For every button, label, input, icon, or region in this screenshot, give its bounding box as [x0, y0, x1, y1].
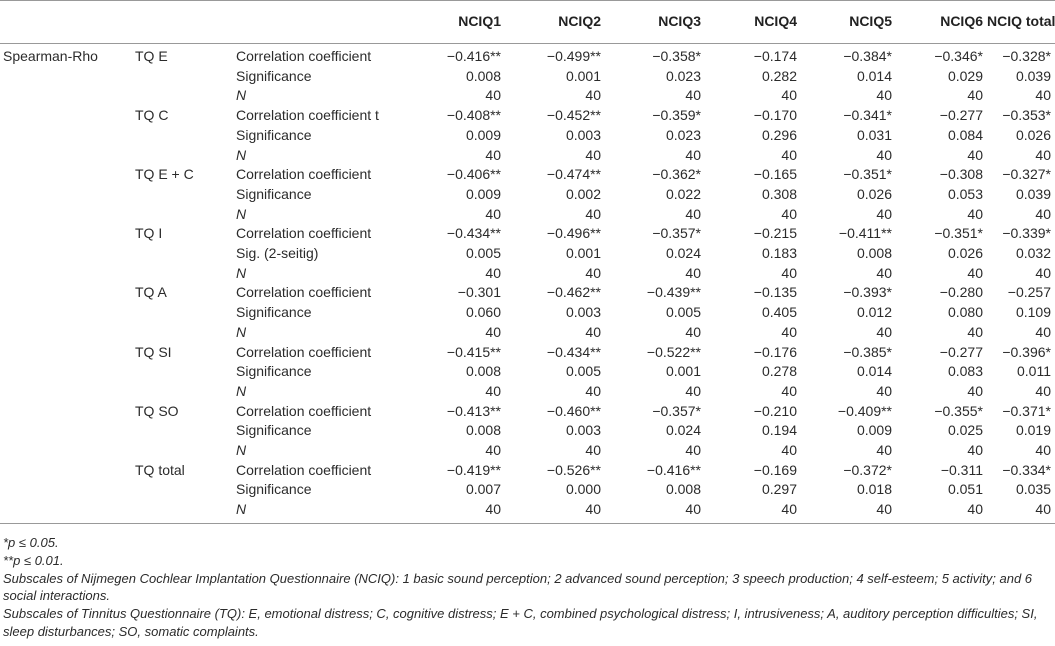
subscale-cell: [135, 185, 236, 205]
subscale-cell: TQ C: [135, 107, 169, 124]
statistic-cell: Correlation coefficient: [236, 402, 372, 419]
statistic-cell: N: [236, 323, 247, 340]
value-cell: −0.434**: [446, 225, 501, 242]
value-cell: 0.009: [465, 185, 501, 202]
value-cell: −0.327*: [1002, 166, 1051, 183]
value-cell: 40: [876, 87, 892, 104]
header-cell: NCIQ4: [705, 1, 801, 44]
table-row: [0, 382, 1055, 402]
value-cell: −0.413**: [446, 402, 501, 419]
subscale-cell: [135, 86, 236, 106]
value-cell: −0.339*: [1002, 225, 1051, 242]
value-cell: 0.005: [665, 304, 701, 321]
value-cell: 40: [781, 264, 797, 281]
value-cell: 0.008: [856, 245, 892, 262]
value-cell: −0.301: [457, 284, 501, 301]
statistic-cell: N: [236, 146, 247, 163]
value-cell: 40: [876, 323, 892, 340]
value-cell: 0.282: [761, 67, 797, 84]
value-cell: 40: [485, 205, 501, 222]
statistic-cell: Significance: [236, 363, 312, 380]
subscale-cell: TQ E: [135, 48, 168, 64]
table-row: [0, 264, 1055, 284]
table-row: [0, 224, 1055, 244]
subscale-cell: TQ total: [135, 461, 185, 478]
value-cell: 0.009: [465, 126, 501, 143]
header-cell: NCIQ6: [896, 1, 987, 44]
value-cell: 0.060: [465, 304, 501, 321]
value-cell: 0.035: [1015, 481, 1051, 498]
value-cell: −0.460**: [546, 402, 601, 419]
value-cell: 40: [781, 146, 797, 163]
value-cell: −0.135: [753, 284, 797, 301]
value-cell: 40: [505, 500, 605, 523]
subscale-cell: [135, 323, 236, 343]
value-cell: 0.031: [856, 126, 892, 143]
value-cell: 0.080: [947, 304, 983, 321]
value-cell: −0.416**: [446, 48, 501, 64]
value-cell: −0.357*: [652, 225, 701, 242]
footnote: Subscales of Tinnitus Questionnaire (TQ): E, emotional distress; C, cognitive distress; E + C, combined psychological distress; I, intrusiveness; A, auditory perception difficulties; SI, sleep disturbances; SO, somatic complaints.: [3, 606, 1038, 639]
subscale-cell: [135, 126, 236, 146]
value-cell: 40: [967, 205, 983, 222]
value-cell: 0.026: [947, 245, 983, 262]
header-blank-statistic: [236, 1, 420, 44]
value-cell: −0.165: [753, 166, 797, 183]
table-row: [0, 461, 1055, 481]
value-cell: 0.083: [947, 363, 983, 380]
value-cell: 0.297: [761, 481, 797, 498]
value-cell: −0.308: [939, 166, 983, 183]
subscale-cell: TQ SO: [135, 402, 179, 419]
method-cell: [0, 224, 135, 244]
value-cell: −0.358*: [652, 48, 701, 64]
statistic-cell: Significance: [236, 422, 312, 439]
value-cell: 40: [967, 87, 983, 104]
value-cell: −0.384*: [843, 48, 892, 64]
value-cell: 0.014: [856, 363, 892, 380]
method-cell: [0, 500, 135, 523]
value-cell: −0.355*: [934, 402, 983, 419]
value-cell: 40: [967, 442, 983, 459]
value-cell: 40: [967, 146, 983, 163]
table-row: [0, 441, 1055, 461]
value-cell: 40: [420, 500, 505, 523]
value-cell: 40: [585, 264, 601, 281]
table-row: [0, 106, 1055, 126]
value-cell: 0.194: [761, 422, 797, 439]
value-cell: 0.026: [1015, 126, 1051, 143]
statistic-cell: Correlation coefficient: [236, 343, 372, 360]
method-cell: [0, 480, 135, 500]
value-cell: 40: [685, 205, 701, 222]
value-cell: −0.408**: [446, 107, 501, 124]
value-cell: 0.024: [665, 245, 701, 262]
table-row: [0, 500, 1055, 523]
subscale-cell: [135, 146, 236, 166]
value-cell: −0.174: [753, 48, 797, 64]
statistic-cell: N: [236, 442, 247, 459]
value-cell: −0.176: [753, 343, 797, 360]
value-cell: −0.393*: [843, 284, 892, 301]
header-blank-method: [0, 1, 135, 44]
method-cell: [0, 343, 135, 363]
value-cell: 0.025: [947, 422, 983, 439]
subscale-cell: [135, 382, 236, 402]
value-cell: 40: [876, 382, 892, 399]
value-cell: −0.210: [753, 402, 797, 419]
value-cell: 0.005: [565, 363, 601, 380]
value-cell: 0.023: [665, 67, 701, 84]
table-row: [0, 421, 1055, 441]
subscale-cell: [135, 441, 236, 461]
value-cell: 40: [585, 146, 601, 163]
footnote: *p ≤ 0.05.: [3, 535, 59, 550]
method-cell: [0, 303, 135, 323]
subscale-cell: [135, 244, 236, 264]
value-cell: −0.277: [939, 107, 983, 124]
table-row: [0, 67, 1055, 87]
method-cell: [0, 205, 135, 225]
table-body: [0, 44, 1055, 524]
table-row: [0, 165, 1055, 185]
value-cell: 40: [485, 323, 501, 340]
method-cell: [0, 146, 135, 166]
value-cell: 0.012: [856, 304, 892, 321]
method-cell: [0, 362, 135, 382]
value-cell: 40: [585, 323, 601, 340]
value-cell: 0.009: [856, 422, 892, 439]
table-footnotes: [3, 534, 1051, 641]
value-cell: 40: [685, 382, 701, 399]
value-cell: 0.405: [761, 304, 797, 321]
value-cell: 40: [1035, 382, 1051, 399]
value-cell: −0.416**: [646, 461, 701, 478]
statistic-cell: N: [236, 264, 247, 281]
method-cell: [0, 106, 135, 126]
method-cell: [0, 244, 135, 264]
value-cell: 40: [485, 442, 501, 459]
statistic-cell: Correlation coefficient: [236, 48, 372, 64]
method-cell: [0, 165, 135, 185]
value-cell: −0.357*: [652, 402, 701, 419]
subscale-cell: TQ SI: [135, 343, 172, 360]
value-cell: 0.026: [856, 185, 892, 202]
value-cell: 40: [967, 382, 983, 399]
value-cell: 40: [781, 205, 797, 222]
value-cell: 40: [685, 87, 701, 104]
statistic-cell: N: [236, 500, 420, 523]
statistic-cell: Significance: [236, 481, 312, 498]
value-cell: −0.353*: [1002, 107, 1051, 124]
method-cell: [0, 86, 135, 106]
statistic-cell: N: [236, 87, 247, 104]
method-cell: Spearman-Rho: [3, 48, 98, 64]
value-cell: 0.014: [856, 67, 892, 84]
value-cell: 40: [1035, 264, 1051, 281]
value-cell: 0.001: [565, 245, 601, 262]
value-cell: −0.351*: [934, 225, 983, 242]
method-cell: [0, 67, 135, 87]
value-cell: −0.359*: [652, 107, 701, 124]
value-cell: 0.051: [947, 481, 983, 498]
header-cell: NCIQ total: [987, 1, 1055, 44]
value-cell: 0.008: [665, 481, 701, 498]
value-cell: 40: [485, 146, 501, 163]
value-cell: 40: [1035, 87, 1051, 104]
header-cell: NCIQ2: [505, 1, 605, 44]
table-row: [0, 44, 1055, 67]
value-cell: 0.008: [465, 422, 501, 439]
header-cell: NCIQ3: [605, 1, 705, 44]
value-cell: 40: [685, 146, 701, 163]
value-cell: 40: [485, 382, 501, 399]
subscale-cell: [135, 264, 236, 284]
subscale-cell: [135, 67, 236, 87]
value-cell: −0.409**: [837, 402, 892, 419]
value-cell: −0.351*: [843, 166, 892, 183]
subscale-cell: TQ A: [135, 284, 167, 301]
value-cell: −0.328*: [1002, 48, 1051, 64]
value-cell: 40: [781, 323, 797, 340]
value-cell: −0.396*: [1002, 343, 1051, 360]
value-cell: 40: [585, 205, 601, 222]
method-cell: [0, 461, 135, 481]
subscale-cell: [135, 500, 236, 523]
table-row: [0, 343, 1055, 363]
method-cell: [0, 402, 135, 422]
value-cell: 40: [585, 87, 601, 104]
table-row: [0, 126, 1055, 146]
value-cell: 0.008: [465, 363, 501, 380]
header-cell: NCIQ5: [801, 1, 896, 44]
value-cell: 40: [781, 442, 797, 459]
statistic-cell: N: [236, 205, 247, 222]
value-cell: 0.084: [947, 126, 983, 143]
value-cell: 0.003: [565, 126, 601, 143]
value-cell: 0.003: [565, 422, 601, 439]
method-cell: [0, 126, 135, 146]
value-cell: −0.311: [940, 461, 983, 478]
value-cell: 0.000: [565, 481, 601, 498]
statistic-cell: Significance: [236, 185, 312, 202]
value-cell: −0.215: [753, 225, 797, 242]
method-cell: [0, 283, 135, 303]
statistic-cell: Significance: [236, 126, 312, 143]
statistic-cell: Sig. (2-seitig): [236, 245, 319, 262]
table-row: [0, 362, 1055, 382]
statistic-cell: Correlation coefficient: [236, 461, 372, 478]
table-row: [0, 185, 1055, 205]
value-cell: −0.170: [753, 107, 797, 124]
value-cell: 0.024: [665, 422, 701, 439]
value-cell: 0.029: [947, 67, 983, 84]
value-cell: 0.039: [1015, 185, 1051, 202]
value-cell: 0.011: [1017, 363, 1051, 380]
subscale-cell: [135, 205, 236, 225]
value-cell: −0.411**: [838, 225, 892, 242]
method-cell: [0, 323, 135, 343]
value-cell: −0.277: [939, 343, 983, 360]
value-cell: 0.001: [665, 363, 701, 380]
subscale-cell: TQ E + C: [135, 166, 194, 183]
method-cell: [0, 185, 135, 205]
subscale-cell: [135, 362, 236, 382]
value-cell: 0.308: [761, 185, 797, 202]
value-cell: 0.022: [665, 185, 701, 202]
value-cell: −0.362*: [652, 166, 701, 183]
value-cell: 40: [876, 146, 892, 163]
method-cell: [0, 264, 135, 284]
value-cell: 40: [1035, 146, 1051, 163]
value-cell: −0.526**: [546, 461, 601, 478]
table-row: [0, 244, 1055, 264]
value-cell: 40: [876, 205, 892, 222]
value-cell: 0.001: [565, 67, 601, 84]
value-cell: −0.496**: [546, 225, 601, 242]
value-cell: −0.419**: [446, 461, 501, 478]
value-cell: −0.372*: [843, 461, 892, 478]
value-cell: 40: [987, 500, 1055, 523]
value-cell: −0.439**: [646, 284, 701, 301]
value-cell: −0.334*: [1002, 461, 1051, 478]
value-cell: 40: [781, 87, 797, 104]
table-row: [0, 146, 1055, 166]
value-cell: 40: [685, 264, 701, 281]
value-cell: 40: [876, 264, 892, 281]
statistic-cell: Significance: [236, 67, 312, 84]
table-row: [0, 402, 1055, 422]
value-cell: 0.109: [1015, 304, 1051, 321]
value-cell: 0.008: [465, 67, 501, 84]
value-cell: −0.385*: [843, 343, 892, 360]
value-cell: −0.415**: [446, 343, 501, 360]
statistic-cell: Correlation coefficient: [236, 225, 372, 242]
value-cell: 0.002: [565, 185, 601, 202]
value-cell: 40: [705, 500, 801, 523]
value-cell: 0.019: [1015, 422, 1051, 439]
value-cell: 0.003: [565, 304, 601, 321]
value-cell: 40: [1035, 205, 1051, 222]
value-cell: 0.007: [465, 481, 501, 498]
table-row: [0, 480, 1055, 500]
value-cell: −0.257: [1007, 284, 1051, 301]
table-header: [0, 1, 1055, 44]
table-row: [0, 303, 1055, 323]
value-cell: 40: [1035, 323, 1051, 340]
header-blank-subscale: [135, 1, 236, 44]
table-row: [0, 205, 1055, 225]
value-cell: 0.018: [856, 481, 892, 498]
value-cell: 0.039: [1015, 67, 1051, 84]
value-cell: 0.296: [761, 126, 797, 143]
value-cell: 40: [485, 264, 501, 281]
value-cell: 0.278: [761, 363, 797, 380]
header-cell: NCIQ1: [420, 1, 505, 44]
value-cell: 40: [685, 323, 701, 340]
table-row: [0, 283, 1055, 303]
value-cell: −0.499**: [546, 48, 601, 64]
value-cell: 40: [685, 442, 701, 459]
method-cell: [0, 441, 135, 461]
footnote: Subscales of Nijmegen Cochlear Implantation Questionnaire (NCIQ): 1 basic sound perception; 2 advanced sound perception; 3 speech production; 4 self-esteem; 5 activity; and 6 social interactions.: [3, 570, 1033, 604]
method-cell: [0, 382, 135, 402]
value-cell: 40: [585, 442, 601, 459]
statistic-cell: N: [236, 382, 247, 399]
footnote: **p ≤ 0.01.: [3, 552, 64, 568]
value-cell: −0.280: [939, 284, 983, 301]
value-cell: 40: [876, 442, 892, 459]
value-cell: 40: [781, 382, 797, 399]
table-row: [0, 323, 1055, 343]
value-cell: −0.406**: [446, 166, 501, 183]
statistic-cell: Correlation coefficient t: [236, 107, 379, 124]
method-cell: [0, 421, 135, 441]
table-row: [0, 86, 1055, 106]
value-cell: 0.005: [465, 245, 501, 262]
value-cell: 40: [485, 87, 501, 104]
subscale-cell: [135, 480, 236, 500]
value-cell: −0.522**: [646, 343, 701, 360]
value-cell: 40: [967, 323, 983, 340]
value-cell: −0.434**: [546, 343, 601, 360]
value-cell: 40: [967, 264, 983, 281]
value-cell: 0.183: [761, 245, 797, 262]
value-cell: 40: [896, 500, 987, 523]
subscale-cell: [135, 421, 236, 441]
statistic-cell: Correlation coefficient: [236, 284, 372, 301]
value-cell: −0.169: [753, 461, 797, 478]
value-cell: −0.341*: [843, 107, 892, 124]
value-cell: −0.452**: [546, 107, 601, 124]
subscale-cell: [135, 303, 236, 323]
value-cell: 0.053: [947, 185, 983, 202]
statistic-cell: Correlation coefficient: [236, 166, 372, 183]
statistic-cell: Significance: [236, 304, 312, 321]
value-cell: −0.462**: [546, 284, 601, 301]
subscale-cell: TQ I: [135, 225, 163, 242]
value-cell: 40: [801, 500, 896, 523]
value-cell: 40: [1035, 442, 1051, 459]
value-cell: −0.371*: [1002, 402, 1051, 419]
value-cell: −0.474**: [546, 166, 601, 183]
value-cell: 40: [585, 382, 601, 399]
value-cell: −0.346*: [934, 48, 983, 64]
value-cell: 40: [605, 500, 705, 523]
value-cell: 0.032: [1015, 245, 1051, 262]
value-cell: 0.023: [665, 126, 701, 143]
